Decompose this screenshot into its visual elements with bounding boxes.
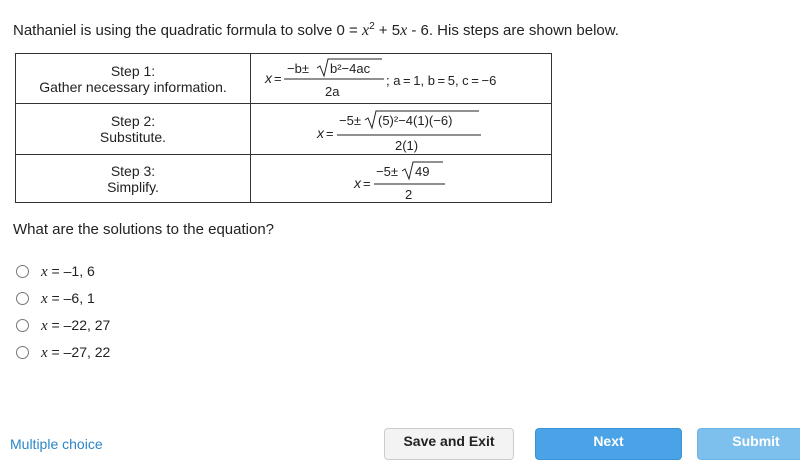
save-and-exit-button[interactable]: Save and Exit [384,428,514,460]
step-description: Substitute. [99,129,167,145]
step-math-cell [251,104,552,155]
question-type-link[interactable]: Multiple choice [10,436,103,452]
formula-radicand: (5)²−4(1)(−6) [378,113,453,128]
answer-choices [16,258,110,366]
choice-var: x [41,317,48,334]
step-label-cell [16,104,251,155]
question-var: x [361,22,370,39]
choice-label[interactable] [41,317,110,335]
formula-denominator: 2(1) [395,138,419,153]
step2-formula [251,104,551,154]
choice-option[interactable] [16,339,110,366]
formula-eq: = [363,176,371,191]
choice-option[interactable] [16,285,110,312]
question-prefix: Nathaniel is using the quadratic formula to solve 0 = [13,22,362,39]
radio-button[interactable] [16,346,29,359]
step-description: Simplify. [107,178,159,195]
step-title: Step 3: [110,162,156,179]
choice-var: x [41,290,48,307]
submit-button[interactable]: Submit [697,428,800,460]
question-mid: + 5 [374,22,401,39]
formula-lhs: x [354,175,361,191]
question-suffix: - 6. His steps are shown below. [407,22,619,39]
question-exponent: 2 [369,21,375,32]
step1-formula [251,54,551,103]
step-title: Step 1: [110,62,156,79]
choice-label[interactable] [41,263,95,281]
formula-eq: = [326,126,334,141]
step-description: Gather necessary information. [39,78,227,95]
step-row-2 [16,104,552,155]
formula-values: ; a = 1, b = 5, c = −6 [386,73,497,88]
question-var-2: x [400,22,408,39]
formula-lhs: x [317,125,324,141]
question-text [13,21,619,40]
step-title: Step 2: [110,113,156,129]
formula-denominator: 2 [405,187,413,202]
choice-label[interactable] [41,290,95,308]
step-label-cell [16,54,251,104]
choice-option[interactable] [16,258,110,285]
formula-radicand: b²−4ac [330,61,371,76]
next-button[interactable]: Next [535,428,682,460]
step-math-cell [251,155,552,203]
choice-value: = –6, 1 [47,289,95,306]
prompt-text: What are the solutions to the equation? [13,221,275,238]
steps-table [15,53,552,203]
formula-radicand: 49 [415,164,430,179]
choice-var: x [41,344,48,361]
radio-button[interactable] [16,292,29,305]
formula-num-prefix: −5± [339,113,361,128]
step-math-cell [251,54,552,104]
choice-var: x [41,263,48,280]
step-row-1 [16,54,552,104]
formula-lhs: x [265,70,272,86]
choice-value: = –1, 6 [47,262,95,279]
formula-denominator: 2a [325,84,340,99]
radio-button[interactable] [16,319,29,332]
choice-label[interactable] [41,344,110,362]
choice-value: = –27, 22 [47,343,111,360]
radio-button[interactable] [16,265,29,278]
step-label-cell [16,155,251,203]
formula-num-prefix: −5± [376,164,398,179]
step-row-3 [16,155,552,203]
formula-num-prefix: −b± [287,61,309,76]
formula-eq: = [274,71,282,86]
choice-option[interactable] [16,312,110,339]
step3-formula [251,155,551,202]
choice-value: = –22, 27 [47,316,111,333]
